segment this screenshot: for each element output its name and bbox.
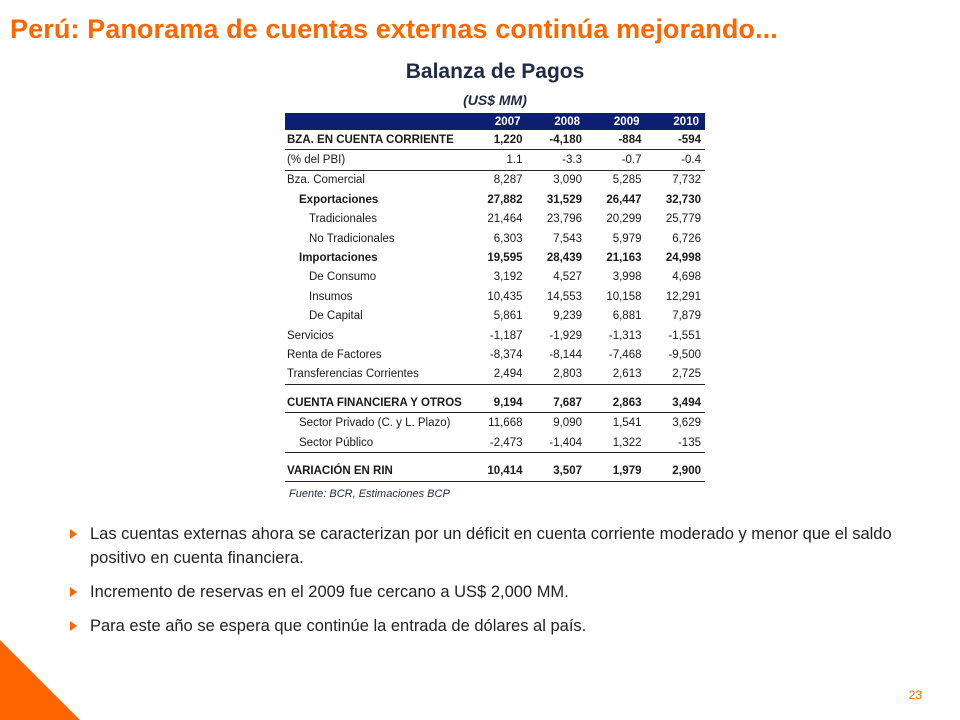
cell-value: -0.4 xyxy=(646,150,706,170)
corner-decoration xyxy=(0,640,80,720)
cell-value: 20,299 xyxy=(606,213,642,226)
header-year: 2007 xyxy=(467,113,527,130)
row-label: Exportaciones xyxy=(299,193,379,206)
table-row xyxy=(285,345,705,364)
cell-value: 6,303 xyxy=(493,232,523,245)
cell-value: -135 xyxy=(646,433,706,453)
cell-value: 12,291 xyxy=(665,290,701,303)
row-label: Sector Privado (C. y L. Plazo) xyxy=(299,417,451,430)
cell-value: 2,494 xyxy=(467,365,527,385)
row-label: De Capital xyxy=(309,310,363,323)
table-units: (US$ MM) xyxy=(463,92,527,108)
header-blank xyxy=(285,113,467,130)
table-row xyxy=(285,461,705,481)
header-year: 2008 xyxy=(527,113,587,130)
spacer-row xyxy=(285,385,705,394)
balance-of-payments-table xyxy=(285,113,705,504)
table-header-row xyxy=(285,113,705,130)
header-year: 2009 xyxy=(586,113,646,130)
bullet-item xyxy=(70,580,940,604)
spacer-cell xyxy=(285,453,705,462)
cell-value: 2,725 xyxy=(646,365,706,385)
cell-value: -884 xyxy=(586,130,646,150)
cell-value: 10,435 xyxy=(487,290,523,303)
row-label: Renta de Factores xyxy=(287,348,382,361)
spacer-cell xyxy=(285,385,705,394)
table-row xyxy=(285,170,705,190)
cell-value: -1,313 xyxy=(608,329,642,342)
cell-value: 5,861 xyxy=(493,310,523,323)
row-label: CUENTA FINANCIERA Y OTROS xyxy=(285,393,467,413)
bullet-arrow-icon xyxy=(70,587,77,597)
cell-value: 1,979 xyxy=(586,461,646,481)
cell-value: -8,374 xyxy=(489,348,523,361)
cell-value: 31,529 xyxy=(546,193,582,206)
cell-value: 23,796 xyxy=(546,213,582,226)
cell-value: 3,494 xyxy=(646,393,706,413)
cell-value: -4,180 xyxy=(527,130,587,150)
table-row xyxy=(285,210,705,229)
row-label: Sector Público xyxy=(285,433,467,453)
cell-value: -1,404 xyxy=(527,433,587,453)
cell-value: 9,194 xyxy=(467,393,527,413)
table-row xyxy=(285,190,705,209)
bullet-text: Para este año se espera que continúe la entrada de dólares al país. xyxy=(90,617,587,635)
cell-value: 3,090 xyxy=(553,174,582,187)
cell-value: 27,882 xyxy=(487,193,523,206)
cell-value: 2,900 xyxy=(646,461,706,481)
table-source: Fuente: BCR, Estimaciones BCP xyxy=(289,488,450,501)
page-number: 23 xyxy=(908,688,922,702)
header-year: 2010 xyxy=(646,113,706,130)
bullet-arrow-icon xyxy=(70,529,77,539)
cell-value: 19,595 xyxy=(487,252,523,265)
source-row xyxy=(285,481,705,504)
cell-value: -1,187 xyxy=(489,329,523,342)
bullet-arrow-icon xyxy=(70,621,77,631)
table-row xyxy=(285,150,705,170)
table-row xyxy=(285,229,705,248)
row-label: Bza. Comercial xyxy=(287,174,365,187)
table-row xyxy=(285,433,705,453)
bullet-item xyxy=(70,522,940,570)
table-row xyxy=(285,326,705,345)
cell-value: -1,551 xyxy=(668,329,701,342)
cell-value: 3,507 xyxy=(527,461,587,481)
table-row xyxy=(285,307,705,326)
cell-value: 14,553 xyxy=(546,290,582,303)
row-label: Importaciones xyxy=(299,252,378,265)
spacer-row xyxy=(285,453,705,462)
cell-value: -3.3 xyxy=(527,150,587,170)
table-title: Balanza de Pagos xyxy=(405,60,585,83)
row-label: BZA. EN CUENTA CORRIENTE xyxy=(285,130,467,150)
row-label: Servicios xyxy=(287,329,334,342)
cell-value: 1,541 xyxy=(612,417,642,430)
table-row xyxy=(285,393,705,413)
cell-value: 11,668 xyxy=(488,417,523,430)
cell-value: 3,629 xyxy=(672,417,701,430)
cell-value: 4,527 xyxy=(553,271,582,284)
bullet-item xyxy=(70,614,940,638)
cell-value: 4,698 xyxy=(672,271,701,284)
row-label: No Tradicionales xyxy=(309,232,395,245)
cell-value: 25,779 xyxy=(665,213,701,226)
row-label: De Consumo xyxy=(309,271,377,284)
cell-value: 1.1 xyxy=(467,150,527,170)
cell-value: 7,543 xyxy=(553,232,582,245)
table-row xyxy=(285,268,705,287)
cell-value: 9,090 xyxy=(553,417,582,430)
cell-value: 6,881 xyxy=(612,310,642,323)
slide-title: Perú: Panorama de cuentas externas continúa mejorando... xyxy=(10,14,778,44)
cell-value: -2,473 xyxy=(467,433,527,453)
bullet-text: Incremento de reservas en el 2009 fue cercano a US$ 2,000 MM. xyxy=(90,583,569,601)
cell-value: 26,447 xyxy=(606,193,642,206)
cell-value: 8,287 xyxy=(493,174,523,187)
cell-value: 9,239 xyxy=(553,310,582,323)
bullet-text: Las cuentas externas ahora se caracterizan por un déficit en cuenta corriente moderado y menor que el saldo positivo en cuenta financiera. xyxy=(90,525,892,567)
row-label: Insumos xyxy=(309,290,353,303)
cell-value: 7,687 xyxy=(527,393,587,413)
cell-value: 1,220 xyxy=(467,130,527,150)
cell-value: 7,732 xyxy=(672,174,701,187)
cell-value: 5,979 xyxy=(612,232,642,245)
bullet-list xyxy=(70,522,940,648)
table-row xyxy=(285,287,705,306)
cell-value: 21,163 xyxy=(606,252,642,265)
row-label: VARIACIÓN EN RIN xyxy=(285,461,467,481)
cell-value: 3,192 xyxy=(493,271,523,284)
cell-value: 24,998 xyxy=(665,252,701,265)
cell-value: 1,322 xyxy=(586,433,646,453)
table-row xyxy=(285,413,705,433)
cell-value: -9,500 xyxy=(668,348,701,361)
cell-value: 2,803 xyxy=(527,365,587,385)
cell-value: -7,468 xyxy=(608,348,642,361)
cell-value: 10,158 xyxy=(606,290,642,303)
row-label: Tradicionales xyxy=(309,213,377,226)
cell-value: 21,464 xyxy=(487,213,523,226)
cell-value: 2,863 xyxy=(586,393,646,413)
cell-value: 32,730 xyxy=(665,193,701,206)
table-row xyxy=(285,365,705,385)
table-row xyxy=(285,130,705,150)
cell-value: 5,285 xyxy=(612,174,642,187)
table-row xyxy=(285,248,705,267)
row-label: (% del PBI) xyxy=(285,150,467,170)
cell-value: -594 xyxy=(646,130,706,150)
cell-value: 10,414 xyxy=(467,461,527,481)
row-label: Transferencias Corrientes xyxy=(285,365,467,385)
cell-value: 2,613 xyxy=(586,365,646,385)
cell-value: 7,879 xyxy=(672,310,701,323)
cell-value: 28,439 xyxy=(546,252,582,265)
cell-value: 6,726 xyxy=(672,232,701,245)
cell-value: -0.7 xyxy=(586,150,646,170)
cell-value: -1,929 xyxy=(549,329,582,342)
cell-value: -8,144 xyxy=(549,348,582,361)
cell-value: 3,998 xyxy=(612,271,642,284)
